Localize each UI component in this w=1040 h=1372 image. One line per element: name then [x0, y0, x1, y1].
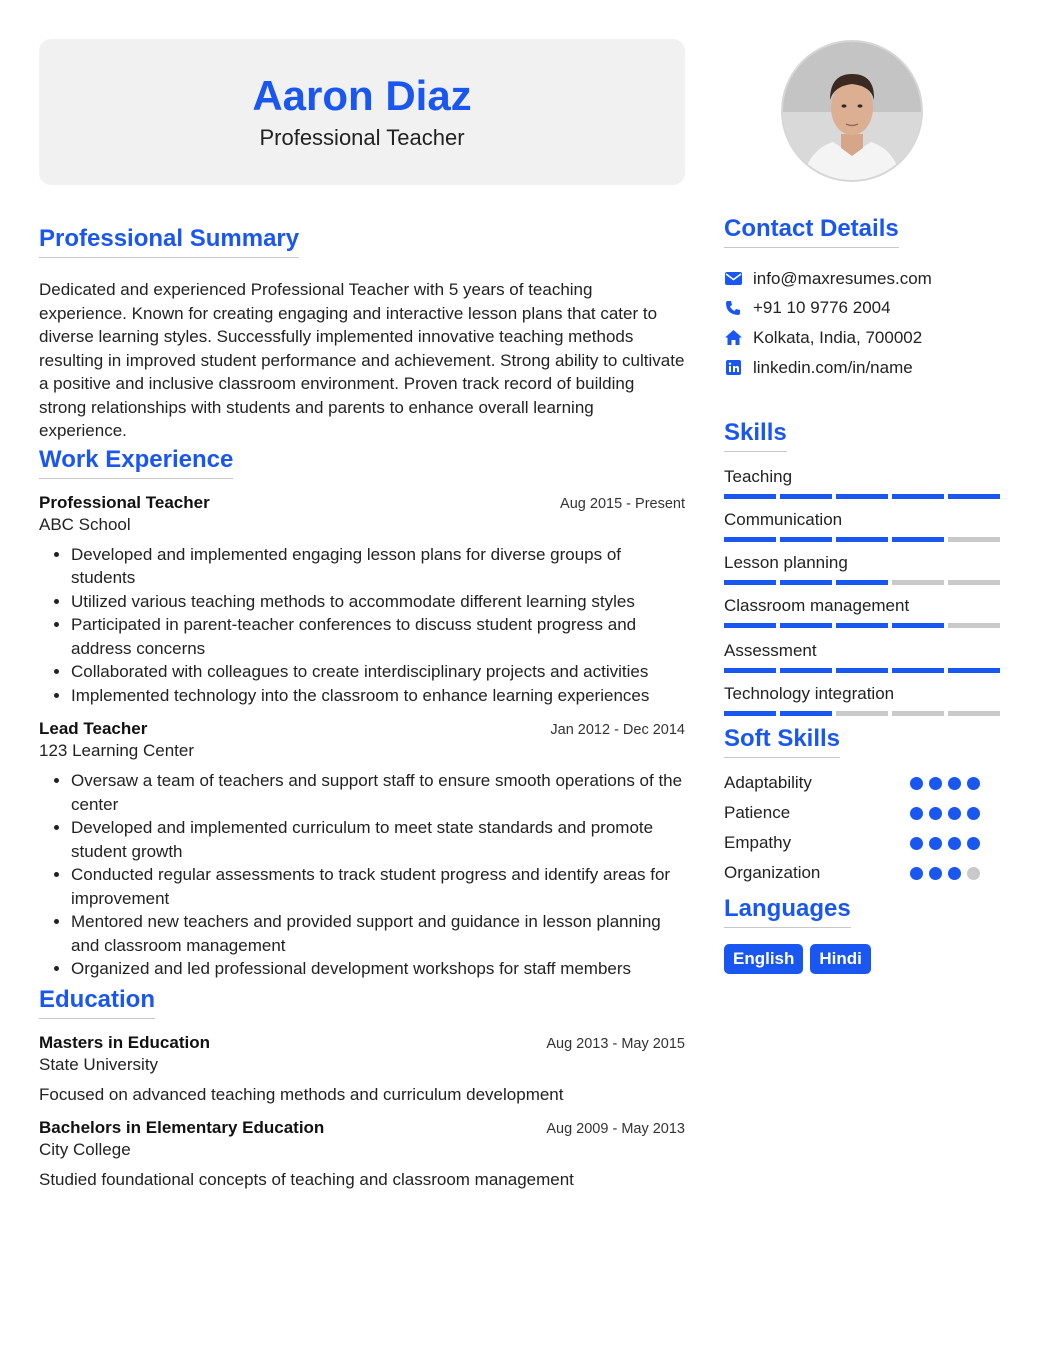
skill-bar-segment: [892, 537, 944, 542]
envelope-icon: [724, 270, 742, 288]
soft-skill-dots: [910, 837, 980, 850]
soft-skill-dots: [910, 867, 980, 880]
soft-skill-dot: [929, 867, 942, 880]
skill-bar-segment: [836, 668, 888, 673]
soft-skill-dot: [929, 837, 942, 850]
soft-skill-dot: [948, 777, 961, 790]
skill-bar-segment: [892, 711, 944, 716]
soft-skill-name: Empathy: [724, 833, 792, 853]
degree-title: Masters in Education: [39, 1032, 210, 1052]
skills-heading: Skills: [724, 418, 787, 452]
languages-heading: Languages: [724, 894, 851, 928]
soft-skills-heading: Soft Skills: [724, 724, 840, 758]
soft-skill-dot: [967, 807, 980, 820]
soft-skill-dot: [948, 837, 961, 850]
skills-list: [724, 464, 1000, 716]
skill-bar: [724, 580, 1000, 585]
skill-bar-segment: [724, 494, 776, 499]
skill-bar-segment: [948, 668, 1000, 673]
soft-skill-item: [724, 828, 1000, 858]
skill-bar-segment: [948, 537, 1000, 542]
candidate-title: Professional Teacher: [259, 125, 465, 150]
soft-skill-dot: [948, 807, 961, 820]
soft-skill-item: [724, 858, 1000, 888]
soft-skill-item: [724, 798, 1000, 828]
job-bullet: • Oversaw a team of teachers and support staff to ensure smooth operations of the center: [71, 769, 685, 816]
soft-skill-dot: [967, 777, 980, 790]
contact-address-text: Kolkata, India, 700002: [753, 327, 923, 347]
phone-icon: [724, 299, 742, 317]
contact-address: [724, 323, 1000, 353]
skill-bar-segment: [892, 623, 944, 628]
skill-bar-segment: [724, 623, 776, 628]
job-bullet: • Organized and led professional development workshops for staff members: [71, 957, 685, 981]
job-bullet: • Conducted regular assessments to track student progress and identify areas for improvement: [71, 863, 685, 910]
skill-bar-segment: [780, 537, 832, 542]
skill-bar-segment: [836, 711, 888, 716]
skill-item: [724, 550, 1000, 585]
soft-skill-name: Adaptability: [724, 773, 812, 793]
profile-photo: [781, 40, 923, 182]
soft-skill-dot: [967, 867, 980, 880]
contact-heading: Contact Details: [724, 214, 899, 248]
summary-text: Dedicated and experienced Professional Teacher with 5 years of teaching experience. Known for creating engaging and interactive lesson plans that cater to diverse learning styles. Successfully implemented innovative teaching methods resulting in improved student performance and achievement. Strong ability to cultivate a positive and inclusive classroom environment. Proven track record of building strong relationships with students and parents to enhance overall learning experience.: [39, 280, 685, 440]
skill-bar: [724, 623, 1000, 628]
skill-bar-segment: [836, 580, 888, 585]
soft-skill-name: Organization: [724, 863, 821, 883]
contact-email: [724, 264, 1000, 294]
left-column: [39, 224, 685, 1191]
skill-bar-segment: [780, 668, 832, 673]
skill-bar-segment: [780, 623, 832, 628]
skill-name: Lesson planning: [724, 553, 848, 573]
job-bullet: • Utilized various teaching methods to accommodate different learning styles: [71, 590, 685, 614]
skill-item: [724, 638, 1000, 673]
job-bullet: • Developed and implemented engaging lesson plans for diverse groups of students: [71, 543, 685, 590]
skill-name: Teaching: [724, 467, 793, 487]
skill-bar-segment: [836, 494, 888, 499]
skill-bar-segment: [780, 580, 832, 585]
skill-bar-segment: [836, 623, 888, 628]
job-bullet: • Implemented technology into the classroom to enhance learning experiences: [71, 684, 685, 708]
home-icon: [724, 329, 742, 347]
skill-bar-segment: [724, 711, 776, 716]
contact-phone-text: +91 10 9776 2004: [753, 298, 891, 318]
skill-bar-segment: [892, 668, 944, 673]
education-entry: [39, 1033, 685, 1106]
skill-item: [724, 593, 1000, 628]
soft-skills-list: [724, 768, 1000, 888]
soft-skill-dot: [910, 807, 923, 820]
job-company: 123 Learning Center: [39, 741, 195, 760]
skill-bar-segment: [948, 711, 1000, 716]
education-date: Aug 2013 - May 2015: [546, 1035, 685, 1052]
portrait-icon: [783, 42, 921, 180]
job-title: Lead Teacher: [39, 719, 148, 738]
skill-name: Technology integration: [724, 684, 895, 704]
soft-skill-name: Patience: [724, 803, 791, 823]
job-bullet: • Collaborated with colleagues to create interdisciplinary projects and activities: [71, 660, 685, 684]
skill-item: [724, 464, 1000, 499]
skill-bar: [724, 537, 1000, 542]
skill-bar-segment: [948, 580, 1000, 585]
skill-bar: [724, 494, 1000, 499]
school-name: City College: [39, 1139, 131, 1159]
language-badge: Hindi: [810, 944, 871, 974]
skill-name: Assessment: [724, 641, 817, 661]
languages-list: [724, 944, 1000, 974]
contact-list: [724, 264, 1000, 382]
candidate-name: Aaron Diaz: [252, 72, 472, 119]
soft-skill-dot: [910, 837, 923, 850]
soft-skill-dot: [929, 777, 942, 790]
linkedin-icon: [724, 359, 742, 377]
skill-bar-segment: [892, 494, 944, 499]
skill-bar-segment: [948, 623, 1000, 628]
skill-bar-segment: [724, 537, 776, 542]
soft-skill-dots: [910, 807, 980, 820]
skill-name: Communication: [724, 510, 843, 530]
contact-email-text: info@maxresumes.com: [753, 268, 932, 288]
skill-bar-segment: [780, 494, 832, 499]
education-date: Aug 2009 - May 2013: [546, 1120, 685, 1137]
soft-skill-dot: [910, 777, 923, 790]
skill-item: [724, 681, 1000, 716]
skill-bar: [724, 711, 1000, 716]
job-bullet: • Mentored new teachers and provided support and guidance in lesson planning and classroom management: [71, 910, 685, 957]
summary-heading: Professional Summary: [39, 224, 299, 258]
job-bullet: • Developed and implemented curriculum to meet state standards and promote student growth: [71, 816, 685, 863]
experience-heading: Work Experience: [39, 445, 233, 479]
skill-bar-segment: [724, 668, 776, 673]
language-badge: English: [724, 944, 803, 974]
job-company: ABC School: [39, 514, 131, 534]
soft-skill-dot: [967, 837, 980, 850]
skill-bar: [724, 668, 1000, 673]
skill-bar-segment: [892, 580, 944, 585]
skill-bar-segment: [836, 537, 888, 542]
education-description: Studied foundational concepts of teaching and classroom management: [39, 1169, 574, 1189]
soft-skill-dot: [948, 867, 961, 880]
header-card: [39, 39, 685, 185]
skill-item: [724, 507, 1000, 542]
contact-linkedin: [724, 353, 1000, 383]
job-entry: [39, 493, 685, 708]
skill-bar-segment: [724, 580, 776, 585]
skill-bar-segment: [948, 494, 1000, 499]
job-bullet: • Participated in parent-teacher conferences to discuss student progress and address concerns: [71, 613, 685, 660]
job-date: Aug 2015 - Present: [560, 495, 685, 512]
job-bullets: [39, 543, 685, 708]
right-column: [724, 214, 1000, 974]
skill-name: Classroom management: [724, 596, 910, 616]
contact-phone: [724, 294, 1000, 324]
job-entry: [39, 719, 685, 981]
soft-skill-dots: [910, 777, 980, 790]
school-name: State University: [39, 1054, 159, 1074]
job-date: Jan 2012 - Dec 2014: [550, 722, 685, 738]
education-heading: Education: [39, 985, 155, 1019]
contact-linkedin-text: linkedin.com/in/name: [753, 357, 913, 377]
soft-skill-dot: [929, 807, 942, 820]
degree-title: Bachelors in Elementary Education: [39, 1117, 325, 1137]
job-title: Professional Teacher: [39, 492, 210, 512]
soft-skill-item: [724, 768, 1000, 798]
soft-skill-dot: [910, 867, 923, 880]
skill-bar-segment: [780, 711, 832, 716]
education-description: Focused on advanced teaching methods and curriculum development: [39, 1084, 564, 1104]
job-bullets: [39, 769, 685, 981]
education-entry: [39, 1118, 685, 1191]
